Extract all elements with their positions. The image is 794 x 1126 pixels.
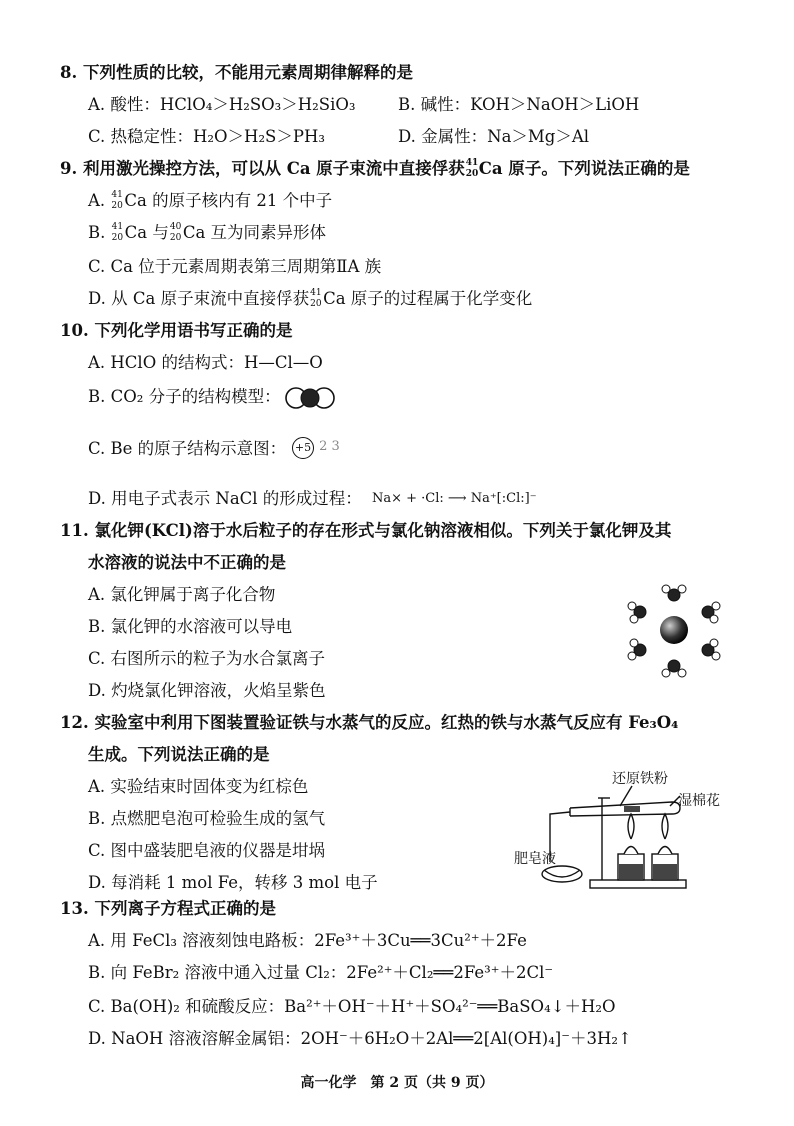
label-reduced-iron: 还原铁粉: [612, 771, 668, 787]
iron-steam-apparatus: [540, 784, 690, 894]
co2-model-diagram: [284, 384, 338, 412]
page-footer: 高一化学 第 2 页（共 9 页）: [300, 1075, 494, 1091]
q10-option-d: D. 用电子式表示 NaCl 的形成过程：: [88, 489, 362, 508]
q12-option-d: D. 每消耗 1 mol Fe，转移 3 mol 电子: [88, 873, 378, 892]
q11-option-a: A. 氯化钾属于离子化合物: [88, 585, 276, 604]
q10-option-a: A. HClO 的结构式：H—Cl—O: [88, 353, 323, 372]
q8-option-b: B. 碱性：KOH＞NaOH＞LiOH: [398, 95, 640, 114]
q13-option-c: C. Ba(OH)₂ 和硫酸反应：Ba²⁺＋OH⁻＋H⁺＋SO₄²⁻══BaSO₄↓＋H₂O: [88, 997, 616, 1016]
q11-option-b: B. 氯化钾的水溶液可以导电: [88, 617, 293, 636]
q12-option-b: B. 点燃肥皂泡可检验生成的氢气: [88, 809, 326, 828]
label-wet-cotton: 湿棉花: [678, 793, 720, 809]
q12-option-c: C. 图中盛装肥皂液的仪器是坩埚: [88, 841, 326, 860]
hydrated-ion-diagram: [622, 584, 726, 680]
be-atomic-structure-diagram: [292, 436, 340, 459]
q13-stem: 13. 下列离子方程式正确的是: [60, 899, 276, 918]
q12-option-a: A. 实验结束时固体变为红棕色: [88, 777, 309, 796]
q8-option-a: A. 酸性：HClO₄＞H₂SO₃＞H₂SiO₃: [88, 95, 356, 114]
q11-stem-line1: 11. 氯化钾(KCl)溶于水后粒子的存在形式与氯化钠溶液相似。下列关于氯化钾及其: [60, 521, 672, 540]
nacl-electron-formula: Na× + ·Cl: ⟶ Na⁺[:Cl:]⁻: [372, 491, 537, 506]
q13-option-a: A. 用 FeCl₃ 溶液刻蚀电路板：2Fe³⁺＋3Cu══3Cu²⁺＋2Fe: [88, 931, 527, 950]
central-ion: [660, 616, 688, 644]
q9-option-d: D. 从 Ca 原子束流中直接俘获 41 20 Ca 原子的过程属于化学变化: [88, 288, 533, 309]
q11-option-d: D. 灼烧氯化钾溶液，火焰呈紫色: [88, 681, 326, 700]
q12-stem-line1: 12. 实验室中利用下图装置验证铁与水蒸气的反应。红热的铁与水蒸气反应有 Fe₃O₄: [60, 713, 679, 732]
q10-option-b: B. CO₂ 分子的结构模型：: [88, 387, 281, 406]
q9-option-a: A. 41 20 Ca 的原子核内有 21 个中子: [88, 190, 333, 211]
nuclide-ca41: 41 20: [465, 158, 479, 179]
q11-stem-line2: 水溶液的说法中不正确的是: [88, 553, 286, 572]
label-soap-solution: 肥皂液: [514, 851, 556, 867]
q9-option-b: B. 41 20 Ca 与 40 20 Ca 互为同素异形体: [88, 222, 327, 243]
electron-shells: 2 3: [319, 439, 340, 454]
q12-stem-line2: 生成。下列说法正确的是: [88, 745, 270, 764]
q11-option-c: C. 右图所示的粒子为水合氯离子: [88, 649, 326, 668]
q9-option-c: C. Ca 位于元素周期表第三周期第ⅡA 族: [88, 257, 382, 276]
nucleus-circle: +5: [292, 437, 314, 459]
q13-option-d: D. NaOH 溶液溶解金属铝：2OH⁻＋6H₂O＋2Al══2[Al(OH)₄]⁻＋3H₂↑: [88, 1029, 632, 1048]
q8-option-c: C. 热稳定性：H₂O＞H₂S＞PH₃: [88, 127, 325, 146]
q8-option-d: D. 金属性：Na＞Mg＞Al: [398, 127, 590, 146]
q9-stem: 9. 利用激光操控方法，可以从 Ca 原子束流中直接俘获 41 20 Ca 原子。下列说法正确的是: [60, 158, 690, 179]
q13-option-b: B. 向 FeBr₂ 溶液中通入过量 Cl₂：2Fe²⁺＋Cl₂══2Fe³⁺＋2Cl⁻: [88, 963, 554, 982]
q10-stem: 10. 下列化学用语书写正确的是: [60, 321, 293, 340]
q10-option-c: C. Be 的原子结构示意图：: [88, 439, 287, 458]
q8-stem: 8. 下列性质的比较，不能用元素周期律解释的是: [60, 63, 413, 82]
